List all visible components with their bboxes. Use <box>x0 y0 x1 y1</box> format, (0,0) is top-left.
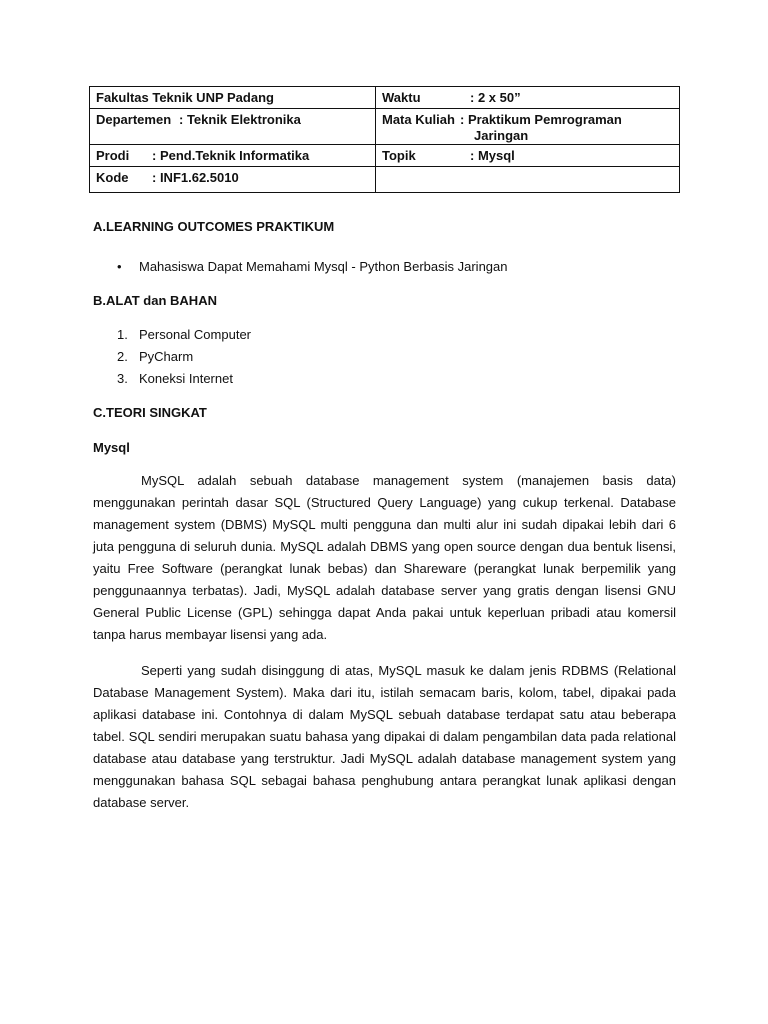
section-b-title: B.ALAT dan BAHAN <box>93 293 217 308</box>
list-number: 3. <box>117 371 128 386</box>
topik-cell <box>376 145 680 167</box>
bullet-icon: • <box>117 259 122 274</box>
departemen-cell <box>90 109 376 145</box>
list-item <box>117 327 251 349</box>
course-info-table <box>89 86 680 193</box>
kode-value: : INF1.62.5010 <box>152 170 239 185</box>
section-a-title: A.LEARNING OUTCOMES PRAKTIKUM <box>93 219 335 234</box>
matakuliah-value-line2: Jaringan <box>474 128 529 143</box>
list-number: 2. <box>117 349 128 364</box>
section-c-subtitle: Mysql <box>93 440 130 455</box>
learning-outcome-text: Mahasiswa Dapat Memahami Mysql - Python Berbasis Jaringan <box>139 259 508 274</box>
empty-cell <box>376 167 680 193</box>
list-number: 1. <box>117 327 128 342</box>
fakultas-text: Fakultas Teknik UNP Padang <box>96 90 274 105</box>
departemen-value: : Teknik Elektronika <box>179 112 301 127</box>
list-item <box>117 349 251 371</box>
waktu-value: : 2 x 50” <box>470 90 521 105</box>
kode-cell <box>90 167 376 193</box>
prodi-label: Prodi <box>96 148 130 163</box>
paragraph-2: Seperti yang sudah disinggung di atas, MySQL masuk ke dalam jenis RDBMS (Relational Database Management System). Maka dari itu, istilah semacam baris, kolom, tabel, dipakai pada aplikasi database ini. Contohnya di dalam MySQL sebuah database terdapat satu atau beberapa tabel. SQL sendiri merupakan suatu bahasa yang dipakai di dalam pengambilan data pada relational database atau database yang terstruktur. Jadi MySQL adalah database management system yang menggunakan bahasa SQL sebagai bahasa penghubung antara perangkat lunak aplikasi dengan database server. <box>93 663 676 810</box>
matakuliah-cell <box>376 109 680 145</box>
topik-value: : Mysql <box>470 148 515 163</box>
list-item <box>117 371 251 393</box>
departemen-label: Departemen <box>96 112 172 127</box>
section-c-title: C.TEORI SINGKAT <box>93 405 207 420</box>
prodi-value: : Pend.Teknik Informatika <box>152 148 310 163</box>
list-item-text: Personal Computer <box>139 327 251 342</box>
matakuliah-value-line1: : Praktikum Pemrograman <box>460 112 622 127</box>
list-item-text: Koneksi Internet <box>139 371 233 386</box>
list-item-text: PyCharm <box>139 349 194 364</box>
learning-outcome-item <box>117 259 508 275</box>
tools-list <box>117 327 251 393</box>
fakultas-cell <box>90 87 376 109</box>
matakuliah-label: Mata Kuliah <box>382 112 455 127</box>
waktu-cell <box>376 87 680 109</box>
kode-label: Kode <box>96 170 129 185</box>
waktu-label: Waktu <box>382 90 421 105</box>
topik-label: Topik <box>382 148 416 163</box>
prodi-cell <box>90 145 376 167</box>
paragraph-1: MySQL adalah sebuah database management system (manajemen basis data) menggunakan perintah dasar SQL (Structured Query Language) yang cukup terkenal. Database management system (DBMS) MySQL multi pengguna dan multi alur ini sudah dipakai lebih dari 6 juta pengguna di seluruh dunia. MySQL adalah DBMS yang open source dengan dua bentuk lisensi, yaitu Free Software (perangkat lunak bebas) dan Shareware (perangkat lunak berpemilik yang penggunaannya terbatas). Jadi, MySQL adalah database server yang gratis dengan lisensi GNU General Public License (GPL) sehingga dapat Anda pakai untuk keperluan pribadi atau komersil tanpa harus membayar lisensi yang ada. <box>93 473 676 642</box>
